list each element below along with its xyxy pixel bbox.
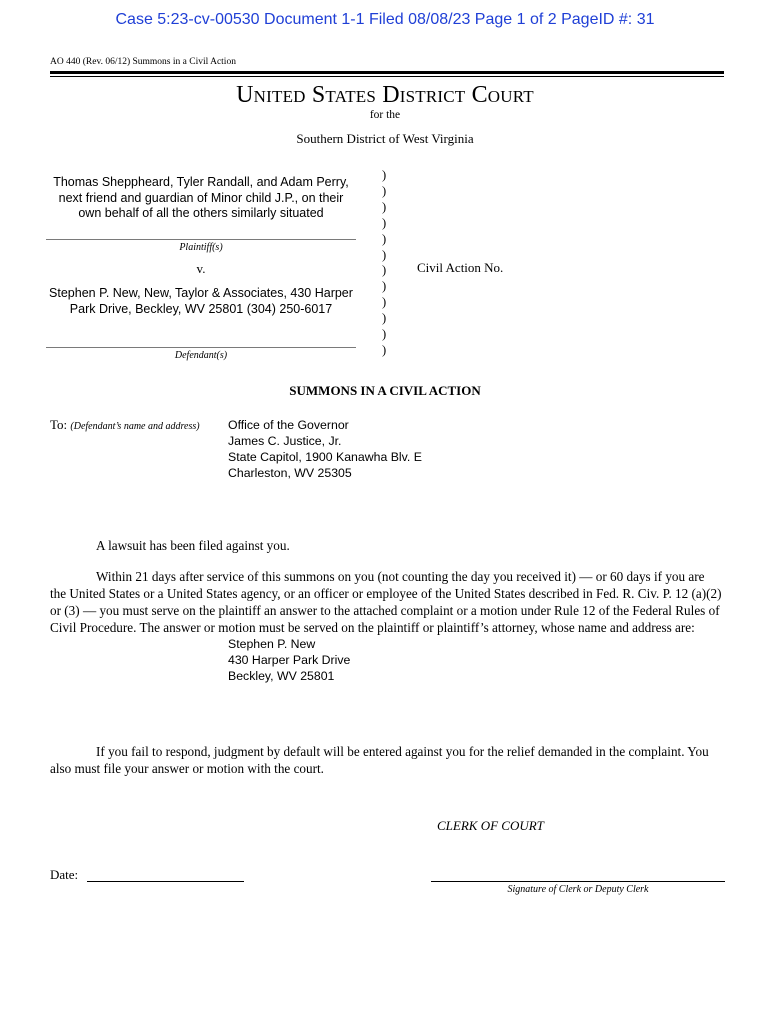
defendant-label: Defendant(s) <box>174 350 228 361</box>
plaintiffs-names: Thomas Sheppheard, Tyler Randall, and Adam Perry, next friend and guardian of Minor child J.P., on their own behalf of all the others similarly situated <box>53 175 349 220</box>
response-deadline-paragraph: Within 21 days after service of this summons on you (not counting the day you received it) — or 60 days if you are the United States or a United States agency, or an officer or employee of the United States described in Fed. R. Civ. P. 12 (a)(2) or (3) — you must serve on the plaintiff an answer to the attached complaint or a motion under Rule 12 of the Federal Rules of Civil Procedure. The answer or motion must be served on the plaintiff or plaintiff’s attorney, whose name and address are: <box>50 569 722 635</box>
lawsuit-notice-paragraph: A lawsuit has been filed against you. <box>96 538 290 553</box>
to-label-text: To: <box>50 417 68 432</box>
recipient-address: Office of the Governor James C. Justice, Jr. State Capitol, 1900 Kanawha Blv. E Charleston, WV 25305 <box>228 418 422 480</box>
plaintiff-label: Plaintiff(s) <box>179 242 223 253</box>
date-field-line <box>87 881 244 882</box>
caption-parentheses: ) ) ) ) ) ) ) ) ) ) ) ) <box>382 168 387 357</box>
defendants-names: Stephen P. New, New, Taylor & Associates, 430 Harper Park Drive, Beckley, WV 25801 (304) 250-6017 <box>49 286 353 316</box>
summons-title: SUMMONS IN A CIVIL ACTION <box>289 383 481 398</box>
to-label-hint: (Defendant’s name and address) <box>70 421 200 432</box>
plaintiff-attorney-address: Stephen P. New 430 Harper Park Drive Beckley, WV 25801 <box>228 637 351 683</box>
form-identifier: AO 440 (Rev. 06/12) Summons in a Civil Action <box>50 57 236 67</box>
header-rule-thin <box>50 76 724 77</box>
clerk-of-court-label: CLERK OF COURT <box>437 818 544 833</box>
signature-caption: Signature of Clerk or Deputy Clerk <box>507 884 649 895</box>
default-judgment-paragraph: If you fail to respond, judgment by default will be entered against you for the relief demanded in the complaint. You also must file your answer or motion with the court. <box>50 744 709 776</box>
header-rule-thick <box>50 71 724 74</box>
court-for-the: for the <box>369 109 401 121</box>
date-label: Date: <box>50 867 79 882</box>
plaintiff-line <box>46 239 356 240</box>
versus-text: v. <box>196 261 206 276</box>
signature-line <box>431 881 725 882</box>
to-label <box>50 417 200 433</box>
defendant-line <box>46 347 356 348</box>
civil-action-number-label: Civil Action No. <box>417 260 504 275</box>
court-title: United States District Court <box>236 82 534 108</box>
case-filing-stamp: Case 5:23-cv-00530 Document 1-1 Filed 08/08/23 Page 1 of 2 PageID #: 31 <box>115 11 655 28</box>
court-district: Southern District of West Virginia <box>296 131 474 146</box>
